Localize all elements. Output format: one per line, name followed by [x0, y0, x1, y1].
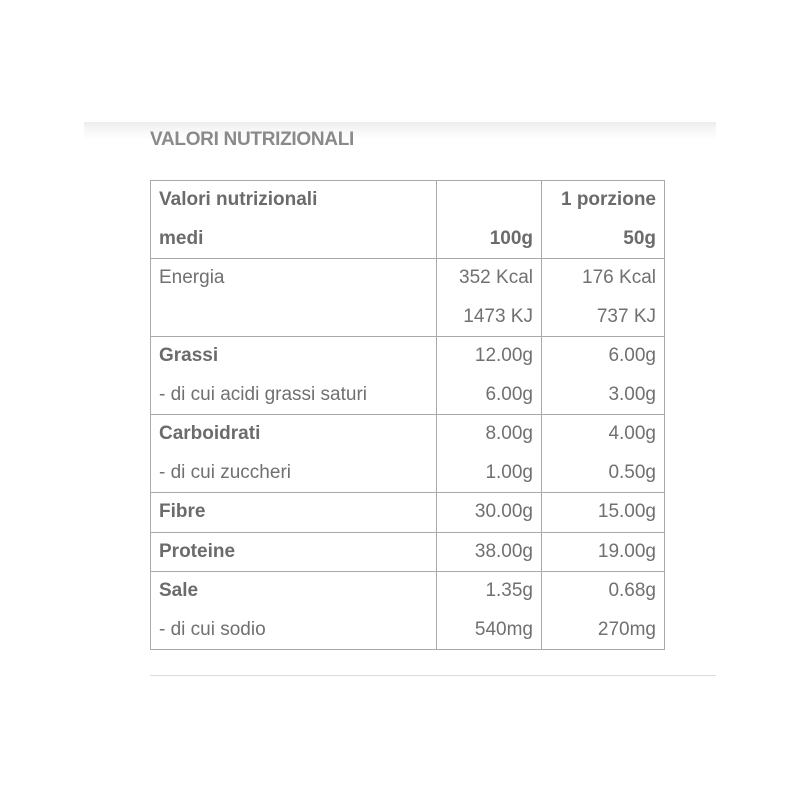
value-per-100g: 1.00g [485, 461, 533, 483]
nutrient-label-cell [151, 572, 437, 650]
value-per-100g-cell [437, 337, 542, 415]
header-portion-line2: 50g [623, 227, 656, 249]
value-per-100g: 8.00g [485, 423, 533, 444]
value-per-100g: 352 Kcal [459, 267, 533, 288]
value-per-100g-cell [437, 493, 542, 533]
nutrient-label: - di cui zuccheri [159, 461, 291, 483]
value-per-100g-cell [437, 572, 542, 650]
value-per-portion: 6.00g [608, 345, 656, 366]
header-label-cell [151, 181, 437, 259]
value-per-portion-cell [542, 572, 665, 650]
nutrient-label-cell [151, 415, 437, 493]
value-per-100g: 1473 KJ [463, 305, 533, 327]
nutrient-label-cell [151, 337, 437, 415]
table-row [151, 337, 665, 415]
table-row [151, 532, 665, 572]
value-per-100g-cell [437, 415, 542, 493]
nutrition-table [150, 180, 665, 650]
value-per-portion: 4.00g [608, 423, 656, 444]
value-per-portion: 737 KJ [596, 305, 656, 327]
value-per-portion: 0.68g [608, 580, 656, 601]
table-row [151, 493, 665, 533]
value-per-portion-cell [542, 337, 665, 415]
value-per-100g: 12.00g [474, 345, 533, 366]
table-header-row [151, 181, 665, 259]
nutrient-label: Carboidrati [159, 423, 261, 444]
value-per-100g: 1.35g [485, 580, 533, 601]
value-per-portion-cell [542, 415, 665, 493]
value-per-portion: 3.00g [608, 383, 656, 405]
header-per100-line2: 100g [489, 227, 533, 249]
value-per-100g: 30.00g [474, 501, 533, 522]
nutrient-label: Sale [159, 580, 199, 601]
section-title: VALORI NUTRIZIONALI [150, 129, 354, 150]
header-per100-line1 [445, 181, 533, 220]
nutrient-label: Energia [159, 267, 225, 288]
nutrition-panel [84, 122, 716, 677]
nutrient-label [159, 298, 428, 337]
nutrient-label-cell [151, 493, 437, 533]
nutrient-label: Grassi [159, 345, 219, 366]
header-label-line2: medi [159, 227, 204, 249]
value-per-100g: 38.00g [474, 540, 533, 562]
value-per-portion: 15.00g [597, 501, 656, 522]
nutrient-label: Proteine [159, 540, 236, 562]
header-per100-cell [437, 181, 542, 259]
nutrient-label: - di cui acidi grassi saturi [159, 383, 368, 405]
value-per-100g: 540mg [474, 618, 533, 640]
value-per-100g-cell [437, 532, 542, 572]
header-portion-line1: 1 porzione [560, 189, 656, 210]
table-row [151, 415, 665, 493]
value-per-portion: 19.00g [597, 540, 656, 562]
nutrient-label-cell [151, 532, 437, 572]
nutrient-label: - di cui sodio [159, 618, 266, 640]
header-label-line1: Valori nutrizionali [159, 189, 318, 210]
value-per-portion: 176 Kcal [582, 267, 656, 288]
value-per-portion-cell [542, 259, 665, 337]
table-row [151, 259, 665, 337]
header-portion-cell [542, 181, 665, 259]
value-per-100g-cell [437, 259, 542, 337]
value-per-portion: 270mg [597, 618, 656, 640]
nutrient-label: Fibre [159, 501, 206, 522]
value-per-100g: 6.00g [485, 383, 533, 405]
value-per-portion: 0.50g [608, 461, 656, 483]
value-per-portion-cell [542, 493, 665, 533]
value-per-portion-cell [542, 532, 665, 572]
nutrient-label-cell [151, 259, 437, 337]
bottom-divider [150, 675, 716, 676]
table-row [151, 572, 665, 650]
